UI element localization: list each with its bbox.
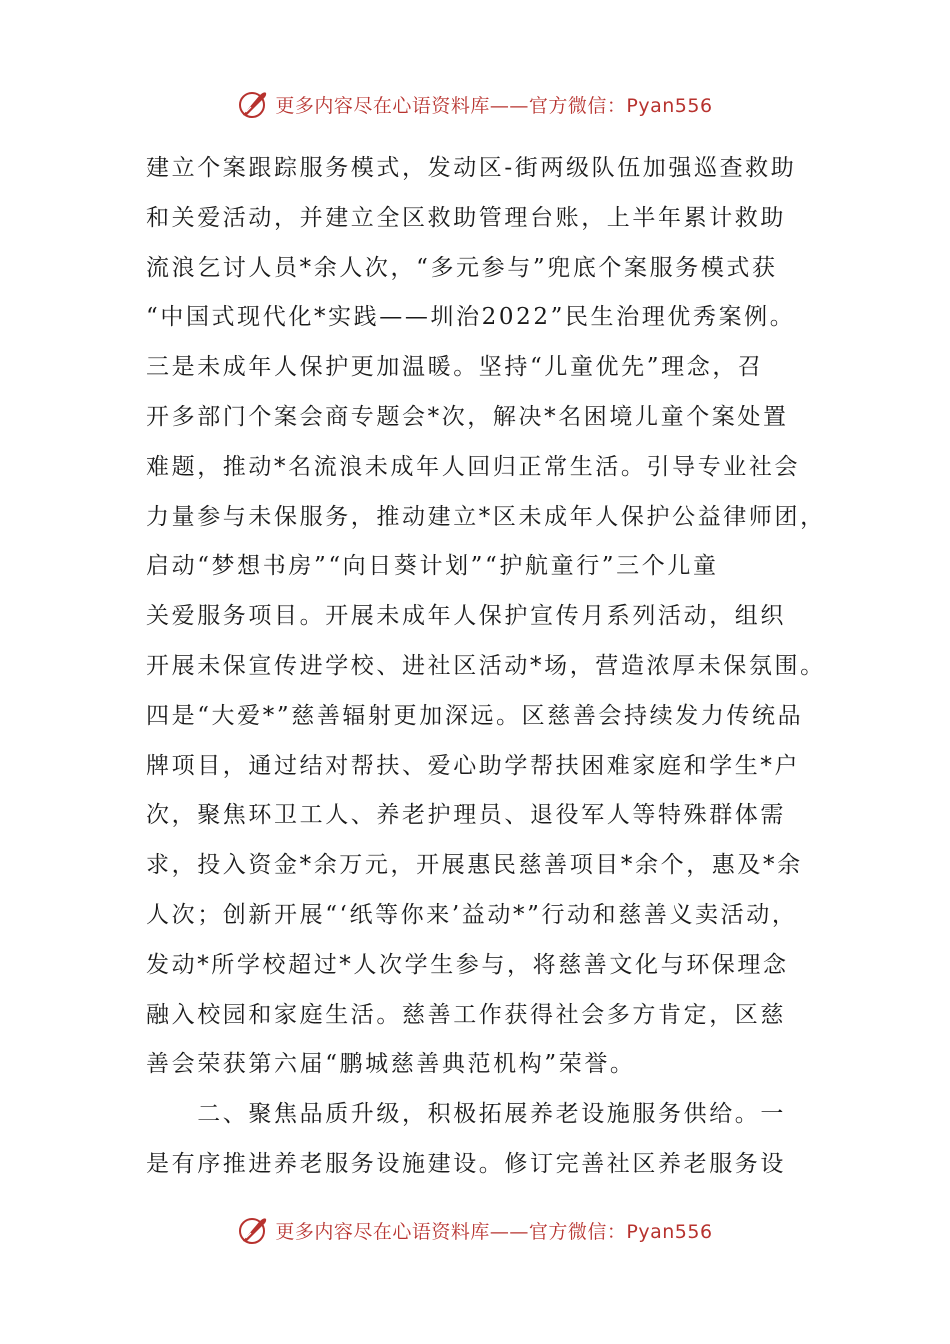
body-line: 力量参与未保服务，推动建立*区未成年人保护公益律师团， bbox=[146, 503, 826, 530]
header-watermark-text: 更多内容尽在心语资料库——官方微信：Pyan556 bbox=[275, 94, 713, 117]
body-line: 善会荣获第六届“鹏城慈善典范机构”荣誉。 bbox=[146, 1051, 636, 1078]
body-line: 四是“大爱*”慈善辐射更加深远。区慈善会持续发力传统品 bbox=[146, 702, 804, 729]
body-line: 发动*所学校超过*人次学生参与，将慈善文化与环保理念 bbox=[146, 951, 789, 978]
body-line: 求，投入资金*余万元，开展惠民慈善项目*余个，惠及*余 bbox=[146, 852, 803, 879]
body-line: 启动“梦想书房”“向日葵计划”“护航童行”三个儿童 bbox=[146, 553, 719, 580]
body-line: 难题，推动*名流浪未成年人回归正常生活。引导专业社会 bbox=[146, 453, 801, 480]
body-line: 二、聚焦品质升级，积极拓展养老设施服务供给。一 bbox=[146, 1101, 786, 1128]
footer-watermark bbox=[0, 1210, 950, 1250]
wechat-id: Pyan556 bbox=[626, 94, 713, 117]
body-line: 是有序推进养老服务设施建设。修订完善社区养老服务设 bbox=[146, 1150, 786, 1177]
body-line: 流浪乞讨人员*余人次，“多元参与”兜底个案服务模式获 bbox=[146, 254, 778, 281]
body-line: “中国式现代化*实践——圳治2022”民生治理优秀案例。 bbox=[146, 304, 796, 331]
document-body bbox=[146, 144, 836, 1190]
quill-pen-circle-icon bbox=[237, 88, 269, 120]
header-watermark bbox=[0, 84, 950, 124]
body-line: 关爱服务项目。开展未成年人保护宣传月系列活动，组织 bbox=[146, 603, 786, 630]
footer-watermark-text: 更多内容尽在心语资料库——官方微信：Pyan556 bbox=[275, 1220, 713, 1243]
body-line: 和关爱活动，并建立全区救助管理台账，上半年累计救助 bbox=[146, 204, 786, 231]
body-line: 开多部门个案会商专题会*次，解决*名困境儿童个案处置 bbox=[146, 403, 789, 430]
body-line: 建立个案跟踪服务模式，发动区-街两级队伍加强巡查救助 bbox=[146, 155, 797, 181]
body-line: 牌项目，通过结对帮扶、爱心助学帮扶困难家庭和学生*户 bbox=[146, 752, 801, 779]
body-line: 开展未保宣传进学校、进社区活动*场，营造浓厚未保氛围。 bbox=[146, 652, 826, 679]
quill-pen-circle-icon bbox=[237, 1214, 269, 1246]
body-line: 三是未成年人保护更加温暖。坚持“儿童优先”理念，召 bbox=[146, 354, 764, 381]
body-line: 融入校园和家庭生活。慈善工作获得社会多方肯定，区慈 bbox=[146, 1001, 786, 1028]
body-line: 次，聚焦环卫工人、养老护理员、退役军人等特殊群体需 bbox=[146, 802, 786, 829]
wechat-id: Pyan556 bbox=[626, 1220, 713, 1243]
body-line: 人次；创新开展“‘纸等你来’益动*”行动和慈善义卖活动， bbox=[146, 901, 798, 928]
